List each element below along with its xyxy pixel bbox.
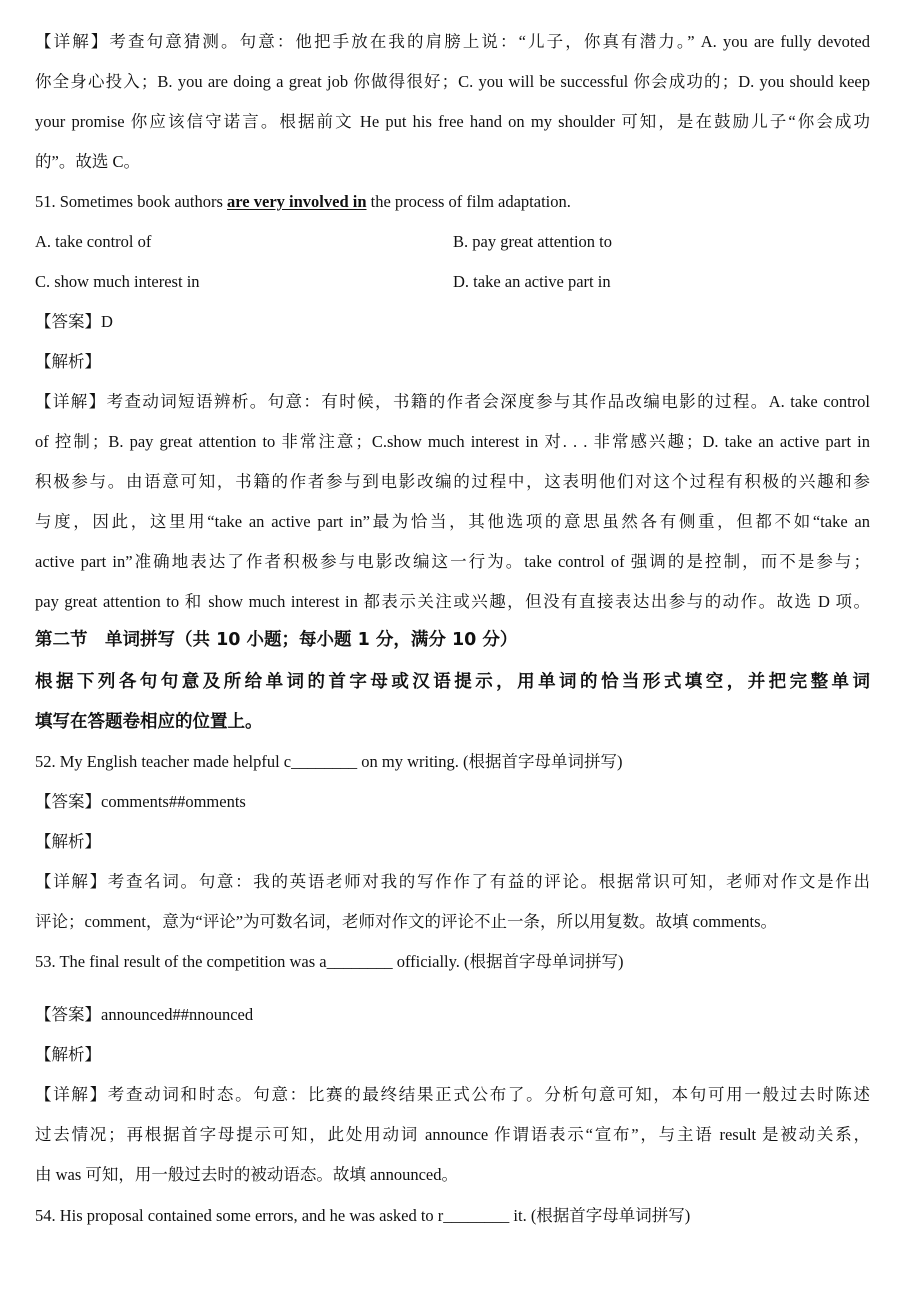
q51-question [35, 192, 870, 212]
q52-answer: 【答案】comments##omments [35, 792, 246, 811]
q51-detail-line-2: of 控制；B. pay great attention to 非常注意；C.show much interest in 对. . . 非常感兴趣；D. take an active part in [35, 432, 870, 451]
q51-detail-line-6: pay great attention to 和 show much interest in 都表示关注或兴趣，但没有直接表达出参与的动作。故选 D 项。 [35, 592, 870, 611]
q51-answer: 【答案】D [35, 312, 113, 331]
q51-option-c: C. show much interest in [35, 272, 200, 291]
q50-explanation-line-1: 【详解】考查句意猜测。句意：他把手放在我的肩膀上说：“儿子，你真有潜力。” A. you are fully devoted [35, 32, 870, 51]
q51-option-b: B. pay great attention to [453, 232, 612, 251]
q53-answer: 【答案】announced##nnounced [35, 1005, 254, 1024]
q52-analysis-label: 【解析】 [35, 832, 101, 851]
q50-explanation-line-4: 的”。故选 C。 [35, 152, 140, 171]
q52-question: 52. My English teacher made helpful c________ on my writing. (根据首字母单词拼写) [35, 752, 623, 771]
q53-question: 53. The final result of the competition was a________ officially. (根据首字母单词拼写) [35, 952, 624, 971]
q51-detail-line-4: 与度，因此，这里用“take an active part in”最为恰当，其他选项的意思虽然各有侧重，但都不如“take an [35, 512, 870, 531]
section-instruction-line-2: 填写在答题卷相应的位置上。 [35, 712, 263, 732]
q53-detail-line-1: 【详解】考查动词和时态。句意：比赛的最终结果正式公布了。分析句意可知，本句可用一般过去时陈述 [35, 1085, 870, 1104]
q51-question-prefix: 51. Sometimes book authors [35, 192, 228, 211]
q50-explanation-line-2: 你全身心投入；B. you are doing a great job 你做得很好；C. you will be successful 你会成功的；D. you should keep [35, 72, 870, 91]
q53-detail-line-3: 由 was 可知，用一般过去时的被动语态。故填 announced。 [35, 1165, 459, 1184]
q51-analysis-label: 【解析】 [35, 352, 101, 371]
q53-analysis-label: 【解析】 [35, 1045, 101, 1064]
section-title: 第二节 单词拼写（共 10 小题；每小题 1 分，满分 10 分） [35, 630, 518, 650]
q50-explanation-line-3: your promise 你应该信守诺言。根据前文 He put his free hand on my shoulder 可知，是在鼓励儿子“你会成功 [35, 112, 870, 131]
q51-question-suffix: the process of film adaptation. [366, 192, 571, 211]
q51-option-a: A. take control of [35, 232, 152, 251]
q52-detail-line-1: 【详解】考查名词。句意：我的英语老师对我的写作作了有益的评论。根据常识可知，老师对作文是作出 [35, 872, 870, 891]
q51-detail-line-1: 【详解】考查动词短语辨析。句意：有时候，书籍的作者会深度参与其作品改编电影的过程。A. take control [35, 392, 870, 411]
q51-option-d: D. take an active part in [453, 272, 611, 291]
q51-underlined-phrase: are very involved in [227, 192, 367, 211]
q51-detail-line-3: 积极参与。由语意可知，书籍的作者参与到电影改编的过程中，这表明他们对这个过程有积极的兴趣和参 [35, 472, 870, 491]
q53-detail-line-2: 过去情况；再根据首字母提示可知，此处用动词 announce 作谓语表示“宣布”，与主语 result 是被动关系， [35, 1125, 870, 1144]
q51-detail-line-5: active part in”准确地表达了作者积极参与电影改编这一行为。take control of 强调的是控制，而不是参与； [35, 552, 870, 571]
q54-question: 54. His proposal contained some errors, and he was asked to r________ it. (根据首字母单词拼写) [35, 1206, 691, 1225]
q52-detail-line-2: 评论；comment，意为“评论”为可数名词，老师对作文的评论不止一条，所以用复数。故填 comments。 [35, 912, 777, 931]
section-instruction-line-1: 根据下列各句句意及所给单词的首字母或汉语提示，用单词的恰当形式填空，并把完整单词 [35, 672, 870, 692]
